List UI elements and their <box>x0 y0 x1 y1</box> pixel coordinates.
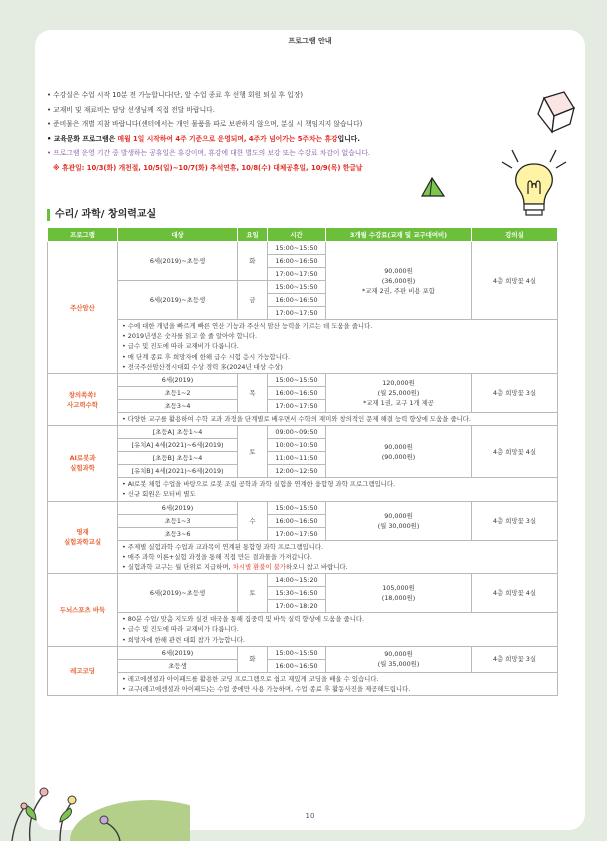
target-cell: 초등1~2 <box>118 387 238 400</box>
description-cell <box>118 478 558 501</box>
target-cell: 초등3~6 <box>118 527 238 540</box>
description-line: • 급수 및 진도에 따라 교재비가 다릅니다. <box>122 625 239 634</box>
program-name <box>48 374 118 426</box>
fee-cell <box>326 242 472 320</box>
target-cell: 6세(2019) <box>118 374 238 387</box>
notice-item-holiday-policy: • 프로그램 운영 기간 중 발생하는 공휴일은 휴강이며, 휴강에 대한 별도의 보강 또는 수강료 차감이 없습니다. <box>47 149 371 157</box>
program-name: 주산암산 <box>48 242 118 374</box>
day-cell: 화 <box>238 242 268 281</box>
description-line: • 급수 및 진도에 따라 교재비가 다릅니다. <box>122 342 239 351</box>
notice-highlight: 매월 1일 시작하여 4주 기준으로 운영되며, 4주가 넘어가는 5주차는 휴강 <box>117 134 338 143</box>
program-name-line: AI로봇과 <box>69 454 96 463</box>
cube-icon <box>530 88 578 136</box>
program-name-line: 사고력수학 <box>67 400 98 409</box>
description-line: • 80분 수업/ 맞춤 지도와 실전 대국을 통해 집중력 및 바둑 실력 향상에 도움을 줍니다. <box>122 615 365 624</box>
column-header: 3개월 수강료(교재 및 교구대여비) <box>326 228 472 242</box>
pyramid-icon <box>418 176 446 200</box>
fee-monthly: (36,000원) <box>381 276 416 285</box>
time-cell: 17:00~17:50 <box>268 527 326 540</box>
notice-item: • 수강실은 수업 시작 10분 전 가능합니다(단, 앞 수업 종료 후 선행 회원 퇴실 후 입장) <box>47 91 304 99</box>
time-cell: 16:00~16:50 <box>268 514 326 527</box>
target-cell: 6세(2019)~초등생 <box>118 281 238 320</box>
notice-text: 입니다. <box>337 134 360 143</box>
time-cell: 09:00~09:50 <box>268 426 326 439</box>
description-line: • AI로봇 체험 수업을 바탕으로 로봇 조립 공학과 과학 실험을 연계한 융합형 과학 프로그램입니다. <box>122 480 396 489</box>
description-line: • 희망자에 한해 관련 대회 참가 가능합니다. <box>122 635 245 644</box>
table-row <box>48 646 558 659</box>
table-row <box>48 374 558 387</box>
time-cell: 15:00~15:50 <box>268 501 326 514</box>
time-cell: 17:00~17:50 <box>268 268 326 281</box>
table-row-description <box>48 672 558 695</box>
notice-text: 프로그램 운영 기간 중 발생하는 공휴일은 휴강이며, 휴강에 대한 별도의 보강 또는 수강료 차감이 없습니다. <box>53 149 371 157</box>
description-line: • 2019년생은 숫자를 읽고 쓸 줄 알아야 합니다. <box>122 332 258 341</box>
table-row-description <box>48 613 558 647</box>
fee-note: *교재 1권, 교구 1개 제공 <box>363 399 434 408</box>
time-cell: 12:00~12:50 <box>268 465 326 478</box>
notice-item: • 준비물은 개별 지참 바랍니다(센터에서는 개인 물품을 따로 보관하지 않으며, 분실 시 책임지지 않습니다) <box>47 120 363 128</box>
table-row <box>48 574 558 587</box>
fee-cell <box>326 574 472 613</box>
description-cell <box>118 613 558 647</box>
description-cell <box>118 540 558 574</box>
table-row <box>48 501 558 514</box>
time-cell: 15:30~16:50 <box>268 587 326 600</box>
table-header-row <box>48 228 558 242</box>
fee-cell <box>326 374 472 413</box>
time-cell: 16:00~16:50 <box>268 659 326 672</box>
fee-monthly: (월 25,000원) <box>377 389 420 398</box>
column-header: 요일 <box>238 228 268 242</box>
fee-monthly: (월 35,000원) <box>377 660 420 669</box>
day-cell: 화 <box>238 646 268 672</box>
fee-monthly: (월 30,000원) <box>377 521 420 530</box>
target-cell: [초등A] 초등1~4 <box>118 426 238 439</box>
time-cell: 14:00~15:20 <box>268 574 326 587</box>
time-cell: 15:00~15:50 <box>268 374 326 387</box>
program-name <box>48 501 118 574</box>
target-cell: 6세(2019) <box>118 646 238 659</box>
page-header <box>35 30 585 52</box>
day-cell: 금 <box>238 281 268 320</box>
fee-monthly: (90,000원) <box>381 452 416 461</box>
program-name: 레고코딩 <box>48 646 118 695</box>
room-cell: 4층 희망꽃 3실 <box>472 374 558 413</box>
description-line: • 다양한 교구를 활용하여 수학 교과 과정을 단계별로 배우면서 수학의 재미와 창의적인 문제 해결 능력 향상에 도움을 줍니다. <box>122 415 471 424</box>
program-name-line: 실험과학교실 <box>63 538 102 547</box>
program-name-line: 실험과학 <box>70 464 95 473</box>
description-line: • 주제별 실험과학 수업과 교과목이 연계된 통합형 과학 프로그램입니다. <box>122 542 324 551</box>
table-row-description <box>48 540 558 574</box>
description-cell <box>118 320 558 374</box>
time-cell: 15:00~15:50 <box>268 646 326 659</box>
time-cell: 15:00~15:50 <box>268 281 326 294</box>
time-cell: 10:00~10:50 <box>268 439 326 452</box>
notice-list <box>47 88 557 175</box>
description-text: • 실험과학 교구는 월 단위로 지급하며, <box>122 563 233 572</box>
table-row <box>48 426 558 439</box>
page-header-title: 프로그램 안내 <box>288 37 332 45</box>
description-line: • 매주 과학 이론+실험 과정을 통해 직접 만든 결과물을 가져갑니다. <box>122 552 312 561</box>
target-cell: [초등B] 초등1~4 <box>118 452 238 465</box>
notice-text: 수강실은 수업 시작 10분 전 가능합니다(단, 앞 수업 종료 후 선행 회원 퇴실 후 입장) <box>53 91 304 99</box>
target-cell: [유치A] 4세(2021)~6세(2019) <box>118 439 238 452</box>
target-cell: 6세(2019)~초등생 <box>118 574 238 613</box>
time-cell: 16:00~16:50 <box>268 294 326 307</box>
room-cell: 4층 희망꽃 4실 <box>472 426 558 478</box>
time-cell: 17:00~17:50 <box>268 400 326 413</box>
lightbulb-icon <box>498 142 570 222</box>
notice-item-schedule: • 교육문화 프로그램은 매월 1일 시작하여 4주 기준으로 운영되며, 4주가 넘어가는 5주차는 휴강입니다. <box>47 134 360 143</box>
column-header: 강의실 <box>472 228 558 242</box>
fee-amount: 90,000원 <box>384 442 413 451</box>
description-line: • 매 단계 종료 후 희망자에 한해 급수 시험 응시 가능합니다. <box>122 352 291 361</box>
target-cell: 초등3~4 <box>118 400 238 413</box>
time-cell: 17:00~18:20 <box>268 600 326 613</box>
fee-amount: 105,000원 <box>382 584 415 593</box>
room-cell: 4층 희망꽃 3실 <box>472 646 558 672</box>
notice-holiday-dates: ※ 휴관일: 10/3(화) 개천절, 10/5(일)~10/7(화) 추석연휴, 10/8(수) 대체공휴일, 10/9(목) 한글날 <box>53 163 363 172</box>
table-row-description <box>48 320 558 374</box>
room-cell: 4층 희망꽃 4실 <box>472 574 558 613</box>
day-cell: 토 <box>238 574 268 613</box>
notice-item: • 교재비 및 재료비는 담당 선생님께 직접 전달 바랍니다. <box>47 105 215 114</box>
description-line: • 수에 대한 개념을 빠르게 빠른 연산 기능과 주산식 암산 능력을 기르는 데 도움을 줍니다. <box>122 322 373 330</box>
time-cell: 11:00~11:50 <box>268 452 326 465</box>
target-cell: 6세(2019)~초등생 <box>118 242 238 281</box>
description-line: • 교구(레고에센셜과 아이패드)는 수업 중에만 사용 가능하며, 수업 종료 후 활동사진을 제공해드립니다. <box>122 685 411 694</box>
description-line: • 전국주산암산경시대회 수상 경력 多(2024년 대상 수상) <box>122 362 283 371</box>
description-line: • 신규 회원은 모터비 별도 <box>122 490 196 499</box>
time-cell: 16:00~16:50 <box>268 387 326 400</box>
time-cell: 17:00~17:50 <box>268 307 326 320</box>
target-cell: 6세(2019) <box>118 501 238 514</box>
fee-note: *교재 2권, 주판 비용 포함 <box>362 286 435 295</box>
fee-amount: 120,000원 <box>382 379 415 388</box>
fee-monthly: (18,000원) <box>381 594 416 603</box>
target-cell: 초등생 <box>118 659 238 672</box>
column-header: 대상 <box>118 228 238 242</box>
description-cell <box>118 672 558 695</box>
notice-text: 교육문화 프로그램은 <box>53 134 118 143</box>
fee-amount: 90,000원 <box>384 650 413 659</box>
refund-warning: 차시별 환불이 불가 <box>232 563 287 572</box>
notice-text: 준비물은 개별 지참 바랍니다(센터에서는 개인 물품을 따로 보관하지 않으며, 분실 시 책임지지 않습니다) <box>53 120 363 128</box>
fee-cell <box>326 501 472 540</box>
section-title: 수리/ 과학/ 창의력교실 <box>47 209 156 221</box>
table-row-description <box>48 478 558 501</box>
column-header: 프로그램 <box>48 228 118 242</box>
description-line: • 레고에센셜과 아이패드를 활용한 코딩 프로그램으로 쉽고 재밌게 코딩을 배울 수 있습니다. <box>122 674 379 683</box>
day-cell: 목 <box>238 374 268 413</box>
day-cell: 토 <box>238 426 268 478</box>
fee-cell <box>326 426 472 478</box>
page-number: 10 <box>305 812 315 820</box>
plant-icon <box>0 750 190 841</box>
notice-text: 교재비 및 재료비는 담당 선생님께 직접 전달 바랍니다. <box>53 105 215 114</box>
program-name-line: 창의쏙쏙! <box>68 390 97 399</box>
room-cell: 4층 희망꽃 3실 <box>472 501 558 540</box>
description-line <box>122 562 553 572</box>
description-text: 하오니 참고 바랍니다. <box>286 563 348 572</box>
description-cell <box>118 413 558 426</box>
time-cell: 15:00~15:50 <box>268 242 326 255</box>
program-name <box>48 426 118 501</box>
column-header: 시간 <box>268 228 326 242</box>
table-row <box>48 242 558 255</box>
fee-amount: 90,000원 <box>384 511 413 520</box>
program-table <box>47 227 558 696</box>
program-name-line: 영재 <box>76 528 89 537</box>
table-row-description <box>48 413 558 426</box>
target-cell: [유치B] 4세(2021)~6세(2019) <box>118 465 238 478</box>
fee-cell <box>326 646 472 672</box>
day-cell: 수 <box>238 501 268 540</box>
time-cell: 16:00~16:50 <box>268 255 326 268</box>
fee-amount: 90,000원 <box>384 266 413 275</box>
program-name: 두뇌스포츠 바둑 <box>48 574 118 647</box>
target-cell: 초등1~3 <box>118 514 238 527</box>
room-cell: 4층 희망꽃 4실 <box>472 242 558 320</box>
